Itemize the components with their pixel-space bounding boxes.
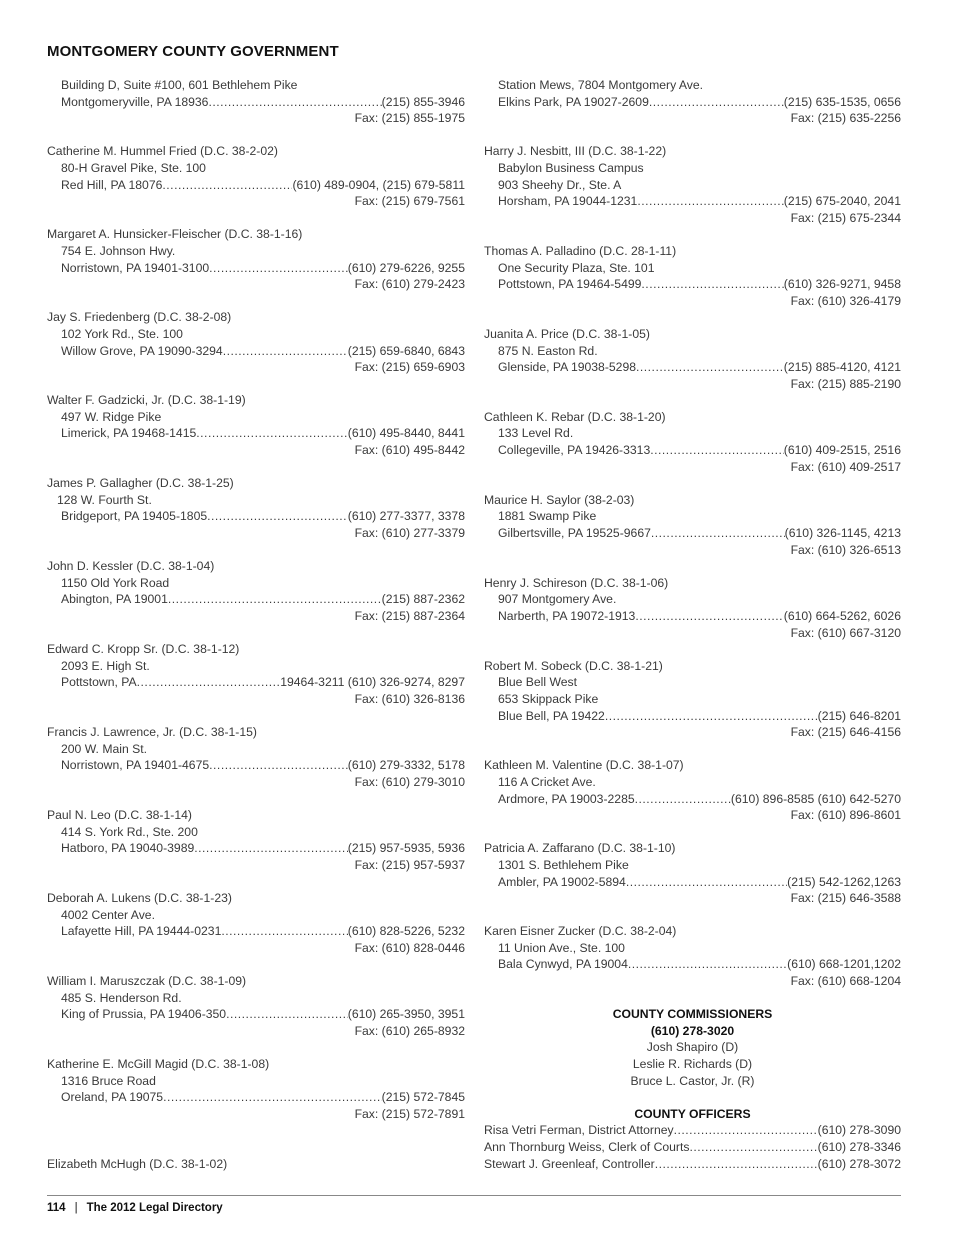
entry-phone: 19464-3211 (610) 326-9274, 8297 [280, 675, 465, 690]
entry-city: Gilbertsville, PA 19525-9667 [498, 526, 651, 541]
entry-name: Kathleen M. Valentine (D.C. 38-1-07) [484, 758, 684, 773]
entry-city: Glenside, PA 19038-5298 [498, 360, 637, 375]
entry-name: Karen Eisner Zucker (D.C. 38-2-04) [484, 924, 677, 939]
dot-leader [628, 956, 787, 973]
directory-entry [47, 641, 465, 707]
entry-address-line: 875 N. Easton Rd. [498, 343, 598, 358]
entry-phone: (610) 495-8440, 8441 [347, 426, 465, 441]
officers-title: COUNTY OFFICERS [634, 1106, 751, 1121]
entry-phone: (610) 828-5226, 5232 [347, 924, 465, 939]
entry-city-line [484, 276, 901, 293]
entry-name: Deborah A. Lukens (D.C. 38-1-23) [47, 891, 232, 906]
page-number: 114 [47, 1202, 66, 1214]
entry-phone: (215) 646-8201 [817, 708, 901, 723]
right-column [484, 77, 901, 1172]
entry-phone: (610) 326-9271, 9458 [783, 277, 901, 292]
footer-separator: | [74, 1202, 78, 1214]
entry-phone: (215) 885-4120, 4121 [783, 360, 901, 375]
entry-city: Limerick, PA 19468-1415 [61, 426, 197, 441]
entry-name: James P. Gallagher (D.C. 38-1-25) [47, 476, 234, 491]
entry-phone: (610) 664-5262, 6026 [783, 609, 901, 623]
entry-name: Thomas A. Palladino (D.C. 28-1-11) [484, 243, 677, 258]
entry-address-line: 1881 Swamp Pike [498, 509, 597, 524]
officer-name: Risa Vetri Ferman, District Attorney [484, 1123, 674, 1138]
commissioners-title: COUNTY COMMISSIONERS [612, 1007, 773, 1022]
entry-city: Norristown, PA 19401-3100 [61, 260, 210, 275]
entry-fax: Fax: (610) 409-2517 [790, 459, 901, 474]
entry-address-line: 2093 E. High St. [61, 658, 150, 673]
entry-city-line [484, 708, 901, 725]
entry-city-line [47, 94, 465, 111]
entry-address-line: 414 S. York Rd., Ste. 200 [61, 824, 198, 839]
dot-leader [209, 260, 348, 277]
entry-city: Hatboro, PA 19040-3989 [61, 841, 195, 856]
entry-city-line [47, 508, 465, 525]
entry-city-line [484, 608, 901, 625]
dot-leader [223, 343, 348, 360]
entry-city: Lafayette Hill, PA 19444-0231 [61, 924, 222, 939]
entry-fax: Fax: (215) 572-7891 [354, 1106, 465, 1121]
entry-city-line [484, 94, 901, 111]
dot-leader [226, 1006, 348, 1023]
commissioners-phone: (610) 278-3020 [650, 1023, 735, 1038]
entry-city: Norristown, PA 19401-4675 [61, 758, 210, 773]
directory-entry [484, 840, 901, 906]
entry-phone: (610) 279-6226, 9255 [347, 260, 465, 275]
entry-fax: Fax: (215) 957-5937 [354, 857, 465, 872]
entry-city-line [47, 840, 465, 857]
entry-city-line [47, 425, 465, 442]
directory-entry [47, 558, 465, 624]
entry-name: Paul N. Leo (D.C. 38-1-14) [47, 808, 192, 823]
dot-leader [605, 708, 818, 725]
entry-fax: Fax: (610) 326-8136 [354, 691, 465, 706]
entry-name: Cathleen K. Rebar (D.C. 38-1-20) [484, 409, 666, 424]
entry-name: John D. Kessler (D.C. 38-1-04) [47, 559, 215, 574]
dot-leader [194, 840, 348, 857]
entry-city: Elkins Park, PA 19027-2609 [498, 94, 649, 109]
entry-city: Montgomeryville, PA 18936 [61, 94, 209, 109]
entry-address-line: Blue Bell West [498, 675, 578, 690]
directory-entry [484, 326, 901, 392]
entry-fax: Fax: (610) 667-3120 [790, 625, 901, 640]
dot-leader [635, 608, 783, 625]
entry-address-line: 102 York Rd., Ste. 100 [61, 326, 183, 341]
officers-section [484, 1106, 901, 1172]
dot-leader [207, 508, 348, 525]
entry-phone: (215) 659-6840, 6843 [347, 343, 465, 358]
entry-city-line [484, 874, 901, 891]
entry-name: Maurice H. Saylor (38-2-03) [484, 492, 635, 507]
commissioners-section [484, 1006, 901, 1089]
officer-line [484, 1156, 901, 1173]
dot-leader [196, 425, 347, 442]
entry-address-line: 11 Union Ave., Ste. 100 [498, 940, 625, 955]
entry-fax: Fax: (610) 495-8442 [354, 443, 465, 458]
entry-fax: Fax: (215) 887-2364 [354, 609, 465, 623]
directory-entry [47, 890, 465, 956]
entry-city: Collegeville, PA 19426-3313 [498, 443, 651, 458]
entry-city: Red Hill, PA 18076 [61, 177, 163, 192]
entry-address-line: 485 S. Henderson Rd. [61, 990, 182, 1005]
dot-leader [221, 923, 347, 940]
directory-entry [47, 475, 465, 541]
entry-address-line: 128 W. Fourth St. [57, 492, 152, 507]
entry-address-line: 754 E. Johnson Hwy. [61, 243, 176, 258]
entry-city-line [47, 923, 465, 940]
entry-fax: Fax: (610) 279-2423 [354, 277, 465, 292]
entry-address-line: 653 Skippack Pike [498, 691, 599, 706]
entry-city: Blue Bell, PA 19422 [498, 708, 605, 723]
officer-name: Ann Thornburg Weiss, Clerk of Courts [484, 1140, 690, 1154]
entry-fax: Fax: (610) 326-4179 [790, 293, 901, 308]
entry-city-line [484, 442, 901, 459]
entry-name: Patricia A. Zaffarano (D.C. 38-1-10) [484, 841, 676, 856]
entry-name: Juanita A. Price (D.C. 38-1-05) [484, 326, 650, 341]
directory-entry [484, 575, 901, 641]
entry-phone: (215) 635-1535, 0656 [783, 94, 901, 109]
entry-city: Bala Cynwyd, PA 19004 [498, 957, 628, 972]
entry-city-line [47, 674, 465, 691]
entry-address-line: 1150 Old York Road [61, 575, 170, 590]
entry-city-line [47, 757, 465, 774]
entry-phone: (215) 542-1262,1263 [787, 874, 901, 889]
dot-leader [626, 874, 787, 891]
entry-address-line: 1316 Bruce Road [61, 1073, 156, 1088]
entry-phone: (215) 887-2362 [381, 592, 465, 607]
directory-entry [484, 658, 901, 741]
entry-phone: (610) 489-0904, (215) 679-5811 [292, 177, 465, 192]
entry-name: Edward C. Kropp Sr. (D.C. 38-1-12) [47, 642, 240, 657]
dot-leader [209, 757, 348, 774]
entry-name: Katherine E. McGill Magid (D.C. 38-1-08) [47, 1057, 270, 1072]
entry-city-line [47, 591, 465, 608]
entry-city: Pottstown, PA 19464-5499 [498, 277, 642, 292]
entry-phone: (610) 277-3377, 3378 [347, 509, 465, 524]
entry-address-line: 200 W. Main St. [61, 741, 148, 756]
entry-address-line: Building D, Suite #100, 601 Bethlehem Pike [61, 78, 298, 92]
entry-name: Jay S. Friedenberg (D.C. 38-2-08) [47, 310, 232, 325]
directory-entry [484, 409, 901, 475]
entry-city: Willow Grove, PA 19090-3294 [61, 343, 223, 358]
entry-fax: Fax: (610) 326-6513 [790, 542, 901, 557]
entry-city: Horsham, PA 19044-1231 [498, 194, 638, 209]
dot-leader [637, 193, 783, 210]
right-entries [484, 143, 901, 989]
entry-city: Abington, PA 19001 [61, 592, 168, 607]
entry-city: Ambler, PA 19002-5894 [498, 874, 626, 889]
entry-city-line [47, 177, 465, 194]
dot-leader [650, 442, 784, 459]
entry-phone: (215) 572-7845 [381, 1090, 465, 1105]
entry-address-line: 80-H Gravel Pike, Ste. 100 [61, 160, 206, 175]
left-column [47, 77, 465, 1172]
entry-address-line: 903 Sheehy Dr., Ste. A [498, 177, 622, 192]
entry-address-line: One Security Plaza, Ste. 101 [498, 260, 655, 275]
officer-phone: (610) 278-3346 [817, 1140, 901, 1154]
footer-rule [47, 1195, 901, 1196]
dot-leader [655, 1156, 818, 1173]
entry-phone: (215) 957-5935, 5936 [347, 841, 465, 856]
entry-fax: Fax: (215) 635-2256 [790, 111, 901, 126]
page-header: MONTGOMERY COUNTY GOVERNMENT [47, 43, 339, 60]
entry-fax: Fax: (215) 646-3588 [790, 891, 901, 906]
entry-address-line: 907 Montgomery Ave. [498, 592, 617, 607]
directory-entry [47, 226, 465, 292]
entry-fax: Fax: (215) 675-2344 [790, 210, 901, 225]
entry-city: Bridgeport, PA 19405-1805 [61, 509, 208, 524]
entry-phone: (610) 265-3950, 3951 [347, 1007, 465, 1022]
entry-city-line [484, 525, 901, 542]
entry-fax: Fax: (610) 896-8601 [790, 808, 901, 823]
directory-entry [47, 724, 465, 790]
entry-city: Pottstown, PA [61, 675, 137, 690]
entry-name: Henry J. Schireson (D.C. 38-1-06) [484, 575, 669, 590]
dot-leader [162, 177, 292, 194]
entry-phone: (610) 326-1145, 4213 [784, 526, 901, 541]
entry-fax: Fax: (215) 659-6903 [354, 360, 465, 375]
entry-name: Catherine M. Hummel Fried (D.C. 38-2-02) [47, 144, 278, 159]
entry-fax: Fax: (610) 265-8932 [354, 1023, 465, 1038]
officer-line [484, 1122, 901, 1139]
directory-entry [47, 143, 465, 209]
entry-city-line [484, 193, 901, 210]
entry-city: Ardmore, PA 19003-2285 [498, 791, 635, 806]
entry-address-line: Station Mews, 7804 Montgomery Ave. [498, 78, 704, 92]
dot-leader [636, 359, 784, 376]
entry-fax: Fax: (215) 855-1975 [354, 111, 465, 126]
directory-entry [47, 392, 465, 458]
spacer [484, 1089, 901, 1106]
dot-leader [168, 591, 382, 608]
entry-city-line [47, 260, 465, 277]
publication-title: The 2012 Legal Directory [86, 1202, 223, 1214]
directory-entry [484, 492, 901, 558]
directory-entry [47, 1056, 465, 1122]
entry-name: Margaret A. Hunsicker-Fleischer (D.C. 38-1-16) [47, 227, 303, 242]
spacer [47, 1139, 465, 1156]
page-footer [47, 1202, 223, 1214]
entry-city: Narberth, PA 19072-1913 [498, 609, 636, 623]
dot-leader [651, 525, 785, 542]
officer-line [484, 1139, 901, 1156]
entry-name: Francis J. Lawrence, Jr. (D.C. 38-1-15) [47, 725, 257, 740]
entry-city-line [484, 956, 901, 973]
directory-entry [484, 757, 901, 823]
dot-leader [641, 276, 783, 293]
entry-city: Oreland, PA 19075 [61, 1090, 164, 1105]
entry-name: Robert M. Sobeck (D.C. 38-1-21) [484, 658, 663, 673]
entry-city-line [484, 791, 901, 808]
entry-fax: Fax: (610) 279-3010 [354, 774, 465, 789]
dot-leader [635, 791, 731, 808]
entry-continued [47, 77, 465, 127]
commissioner: Josh Shapiro (D) [646, 1040, 739, 1055]
entry-city-line [47, 343, 465, 360]
dot-leader [137, 674, 281, 691]
entry-address-line: 4002 Center Ave. [61, 907, 155, 922]
entry-phone: (215) 855-3946 [381, 94, 465, 109]
directory-entry [47, 973, 465, 1039]
entry-phone: (610) 896-8585 (610) 642-5270 [730, 791, 901, 806]
entry-fax: Fax: (215) 885-2190 [790, 376, 901, 391]
directory-entry [47, 309, 465, 375]
dot-leader [163, 1089, 382, 1106]
entry-city-line [47, 1089, 465, 1106]
officer-phone: (610) 278-3090 [817, 1123, 901, 1138]
entry-address-line: 116 A Cricket Ave. [498, 774, 596, 789]
entry-phone: (610) 409-2515, 2516 [783, 443, 901, 458]
dot-leader [649, 94, 784, 111]
left-entries [47, 143, 465, 1122]
entry-fax: Fax: (610) 668-1204 [790, 974, 901, 989]
entry-city-line [484, 359, 901, 376]
dot-leader [674, 1122, 818, 1139]
entry-address-line: 1301 S. Bethlehem Pike [498, 857, 629, 872]
dot-leader [689, 1139, 817, 1156]
entry-fax: Fax: (610) 277-3379 [354, 526, 465, 541]
entry-phone: (610) 668-1201,1202 [787, 957, 901, 972]
entry-name: Elizabeth McHugh (D.C. 38-1-02) [47, 1156, 228, 1171]
entry-name: Walter F. Gadzicki, Jr. (D.C. 38-1-19) [47, 393, 246, 408]
directory-entry [484, 243, 901, 309]
entry-address-line: Babylon Business Campus [498, 160, 644, 175]
entry-name: Harry J. Nesbitt, III (D.C. 38-1-22) [484, 144, 667, 159]
directory-entry [484, 143, 901, 226]
officer-name: Stewart J. Greenleaf, Controller [484, 1156, 655, 1171]
directory-entry [47, 807, 465, 873]
officer-phone: (610) 278-3072 [817, 1156, 901, 1171]
commissioner: Bruce L. Castor, Jr. (R) [630, 1073, 755, 1088]
directory-entry [484, 923, 901, 989]
entry-city: King of Prussia, PA 19406-350 [61, 1007, 227, 1022]
entry-fax: Fax: (215) 679-7561 [354, 194, 465, 209]
entry-fax: Fax: (610) 828-0446 [354, 940, 465, 955]
dot-leader [208, 94, 381, 111]
entry-phone: (610) 279-3332, 5178 [347, 758, 465, 773]
entry-phone: (215) 675-2040, 2041 [783, 194, 901, 209]
entry-address-line: 133 Level Rd. [498, 426, 574, 441]
commissioner: Leslie R. Richards (D) [632, 1057, 753, 1072]
entry-address-line: 497 W. Ridge Pike [61, 409, 162, 424]
entry-name: William I. Maruszczak (D.C. 38-1-09) [47, 974, 247, 989]
entry-fax: Fax: (215) 646-4156 [790, 725, 901, 740]
entry-continued [484, 77, 901, 127]
entry-city-line [47, 1006, 465, 1023]
